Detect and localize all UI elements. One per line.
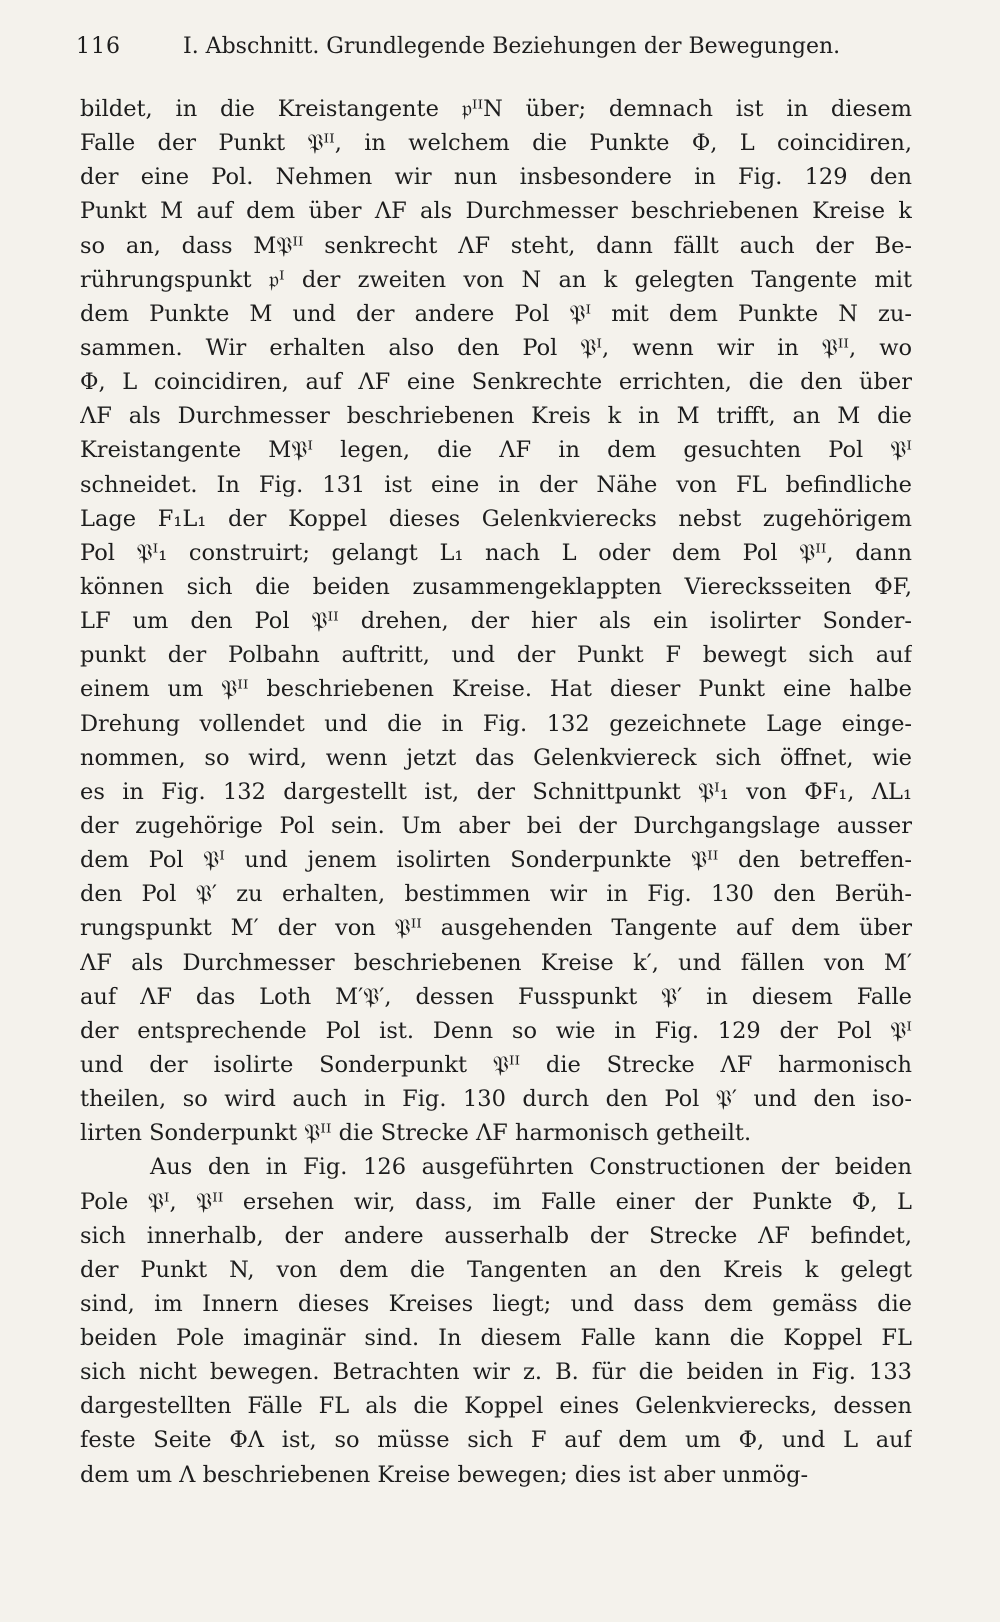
paragraph bbox=[80, 92, 912, 1150]
text-line: und der isolirte Sonderpunkt 𝔓ᴵᴵ die Strecke ΛF harmonisch bbox=[80, 1051, 912, 1078]
text-line: dem Pol 𝔓ᴵ und jenem isolirten Sonderpunkte 𝔓ᴵᴵ den betreffen- bbox=[80, 847, 912, 874]
text-line: Φ, L coincidiren, auf ΛF eine Senkrechte errichten, die den über bbox=[80, 369, 912, 396]
text-line: ΛF als Durchmesser beschriebenen Kreise k′, und fällen von M′ bbox=[80, 949, 912, 976]
text-line: bildet, in die Kreistangente 𝔭ᴵᴵN über; demnach ist in diesem bbox=[80, 96, 912, 122]
text-line: auf ΛF das Loth M′𝔓′, dessen Fusspunkt 𝔓′ in diesem Falle bbox=[80, 983, 912, 1010]
text-line: Pole 𝔓ᴵ, 𝔓ᴵᴵ ersehen wir, dass, im Falle einer der Punkte Φ, L bbox=[80, 1188, 912, 1215]
text-line: einem um 𝔓ᴵᴵ beschriebenen Kreise. Hat dieser Punkt eine halbe bbox=[80, 676, 912, 703]
text-line: dargestellten Fälle FL als die Koppel eines Gelenkvierecks, dessen bbox=[80, 1393, 912, 1420]
text-line: Punkt M auf dem über ΛF als Durchmesser beschriebenen Kreise k bbox=[80, 198, 912, 225]
text-line: Kreistangente M𝔓ᴵ legen, die ΛF in dem gesuchten Pol 𝔓ᴵ bbox=[80, 437, 912, 464]
text-line: sind, im Innern dieses Kreises liegt; und dass dem gemäss die bbox=[80, 1290, 912, 1317]
text-line: Pol 𝔓ᴵ₁ construirt; gelangt L₁ nach L oder dem Pol 𝔓ᴵᴵ, dann bbox=[80, 539, 912, 566]
text-line: punkt der Polbahn auftritt, und der Punkt F bewegt sich auf bbox=[80, 642, 912, 669]
text-line: können sich die beiden zusammengeklappten Vierecksseiten ΦF, bbox=[80, 573, 912, 600]
text-line: den Pol 𝔓′ zu erhalten, bestimmen wir in Fig. 130 den Berüh- bbox=[80, 881, 912, 908]
text-line: sich innerhalb, der andere ausserhalb der Strecke ΛF befindet, bbox=[80, 1222, 912, 1249]
text-line: beiden Pole imaginär sind. In diesem Falle kann die Koppel FL bbox=[80, 1325, 912, 1352]
text-line: LF um den Pol 𝔓ᴵᴵ drehen, der hier als ein isolirter Sonder- bbox=[80, 608, 912, 635]
page-number: 116 bbox=[76, 34, 121, 59]
text-line: lirten Sonderpunkt 𝔓ᴵᴵ die Strecke ΛF harmonisch getheilt. bbox=[80, 1120, 752, 1147]
text-line: ΛF als Durchmesser beschriebenen Kreis k in M trifft, an M die bbox=[80, 403, 912, 430]
text-line: der zugehörige Pol sein. Um aber bei der Durchgangslage ausser bbox=[80, 812, 912, 839]
text-line: der Punkt N, von dem die Tangenten an den Kreis k gelegt bbox=[80, 1256, 912, 1283]
text-line: Drehung vollendet und die in Fig. 132 gezeichnete Lage einge- bbox=[80, 710, 912, 737]
paragraph bbox=[80, 1150, 912, 1491]
body-text bbox=[80, 92, 912, 1492]
text-line: theilen, so wird auch in Fig. 130 durch den Pol 𝔓′ und den iso- bbox=[80, 1086, 912, 1113]
text-line: Falle der Punkt 𝔓ᴵᴵ, in welchem die Punkte Φ, L coincidiren, bbox=[80, 130, 912, 157]
running-title: I. Abschnitt. Grundlegende Beziehungen der Bewegungen. bbox=[183, 34, 841, 59]
text-line: sammen. Wir erhalten also den Pol 𝔓ᴵ, wenn wir in 𝔓ᴵᴵ, wo bbox=[80, 334, 912, 361]
running-header bbox=[76, 34, 840, 59]
text-line: Lage F₁L₁ der Koppel dieses Gelenkvierecks nebst zugehörigem bbox=[80, 505, 912, 532]
text-line: feste Seite ΦΛ ist, so müsse sich F auf dem um Φ, und L auf bbox=[80, 1427, 912, 1454]
text-line: nommen, so wird, wenn jetzt das Gelenkviereck sich öffnet, wie bbox=[80, 744, 912, 771]
text-line: Aus den in Fig. 126 ausgeführten Constructionen der beiden bbox=[150, 1154, 912, 1181]
text-line: so an, dass M𝔓ᴵᴵ senkrecht ΛF steht, dann fällt auch der Be- bbox=[80, 232, 912, 259]
text-line: rungspunkt M′ der von 𝔓ᴵᴵ ausgehenden Tangente auf dem über bbox=[80, 915, 912, 942]
text-line: der entsprechende Pol ist. Denn so wie in Fig. 129 der Pol 𝔓ᴵ bbox=[80, 1017, 912, 1044]
text-line: sich nicht bewegen. Betrachten wir z. B. für die beiden in Fig. 133 bbox=[80, 1359, 912, 1386]
text-line: dem um Λ beschriebenen Kreise bewegen; dies ist aber unmög- bbox=[80, 1461, 809, 1488]
text-line: es in Fig. 132 dargestellt ist, der Schnittpunkt 𝔓ᴵ₁ von ΦF₁, ΛL₁ bbox=[80, 778, 912, 805]
text-line: dem Punkte M und der andere Pol 𝔓ᴵ mit dem Punkte N zu- bbox=[80, 300, 912, 327]
text-line: der eine Pol. Nehmen wir nun insbesondere in Fig. 129 den bbox=[80, 164, 912, 191]
text-line: schneidet. In Fig. 131 ist eine in der Nähe von FL befindliche bbox=[80, 471, 912, 498]
text-line: rührungspunkt 𝔭ᴵ der zweiten von N an k gelegten Tangente mit bbox=[80, 266, 912, 293]
